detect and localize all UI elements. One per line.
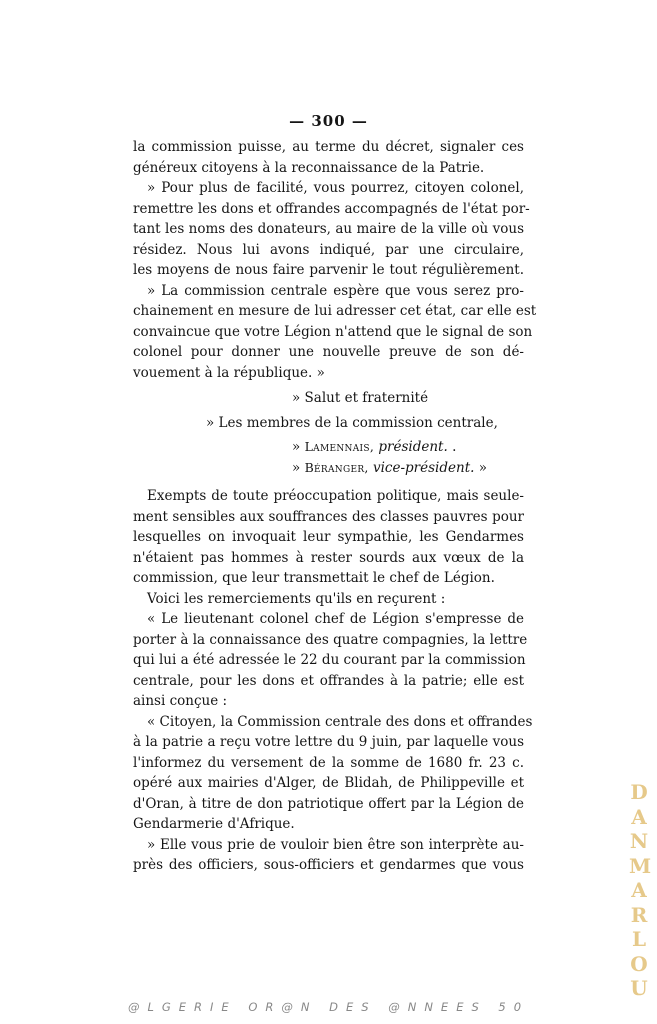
text-a-line: vouement à la république. »: [133, 364, 325, 381]
signature-role: vice-président.: [372, 460, 475, 476]
signature-end: .: [452, 439, 457, 455]
text-b-line: Exempts de toute préoccupation politique, mais seule-: [147, 488, 524, 504]
watermark-letter: R: [630, 902, 648, 927]
text-b-line: Gendarmerie d'Afrique.: [133, 816, 295, 832]
text-b-line: d'Oran, à titre de don patriotique offert par la Légion de: [133, 795, 524, 812]
text-b-line: à la patrie a reçu votre lettre du 9 juin, par laquelle vous: [133, 734, 524, 750]
text-a-line: tant les noms des donateurs, au maire de la ville où vous: [133, 221, 524, 237]
signature-role: président.: [378, 439, 448, 455]
watermark-letter: A: [631, 878, 647, 902]
text-b-line: opéré aux mairies d'Alger, de Blidah, de Philippeville et: [133, 775, 524, 791]
signature-lamennais: [292, 437, 456, 458]
text-b-line: commission, que leur transmettait le chef de Légion.: [133, 570, 495, 586]
text-block-b: [133, 486, 533, 876]
text-a-line: les moyens de nous faire parvenir le tout régulièrement.: [133, 262, 524, 278]
signature-quote-open: »: [292, 460, 301, 476]
text-b-line: n'étaient pas hommes à rester sourds aux vœux de la: [133, 549, 524, 566]
text-b-line: ment sensibles aux souffrances des classes pauvres pour: [133, 508, 524, 525]
salutation-line: [292, 388, 428, 409]
text-b-line: porter à la connaissance des quatre compagnies, la lettre: [133, 631, 528, 648]
members-line: [206, 413, 498, 434]
text-b-line: Voici les remerciements qu'ils en reçurent :: [147, 590, 446, 607]
signature-quote-open: »: [292, 439, 301, 455]
text-a-line: remettre les dons et offrandes accompagnés de l'état por-: [133, 200, 530, 217]
text-a-line: colonel pour donner une nouvelle preuve de son dé-: [133, 344, 524, 360]
signature-name: Béranger,: [304, 460, 369, 475]
text-a-line: » La commission centrale espère que vous serez pro-: [147, 282, 524, 299]
text-a-line: la commission puisse, au terme du décret, signaler ces: [133, 139, 524, 155]
watermark-letter: U: [630, 976, 648, 1000]
text-b-line: centrale, pour les dons et offrandes à la patrie; elle est: [133, 672, 524, 689]
text-a-line: chainement en mesure de lui adresser cet état, car elle est: [133, 303, 537, 319]
text-a-line: convaincue que votre Légion n'attend que le signal de son: [133, 323, 533, 340]
text-block-a: [133, 137, 537, 383]
text-b-line: lesquelles on invoquait leur sympathie, les Gendarmes: [133, 529, 524, 545]
watermark-letter: N: [629, 829, 649, 853]
text-a-line: » Pour plus de facilité, vous pourrez, citoyen colonel,: [147, 180, 524, 196]
text-b-line: qui lui a été adressée le 22 du courant par la commission: [133, 652, 526, 668]
watermark-letter: D: [630, 780, 648, 804]
footer-caption: @LGERIE OR@N DES @NNEES 50: [127, 1000, 530, 1014]
text-b-line: « Citoyen, la Commission centrale des dons et offrandes: [147, 713, 533, 730]
text-b-line: ainsi conçue :: [133, 693, 228, 709]
watermark-letter: L: [631, 927, 647, 951]
signature-beranger: [292, 458, 487, 479]
text-a-line: généreux citoyens à la reconnaissance de la Patrie.: [133, 159, 485, 176]
page-number: — 300 —: [289, 112, 368, 130]
watermark-letter: M: [629, 853, 652, 878]
signature-end: »: [478, 460, 487, 476]
signature-name: Lamennais,: [304, 439, 375, 454]
vertical-watermark: [629, 780, 652, 1001]
salutation-text: » Salut et fraternité: [292, 390, 429, 406]
text-b-line: l'informez du versement de la somme de 1680 fr. 23 c.: [133, 754, 524, 771]
members-text: » Les membres de la commission centrale,: [206, 415, 498, 431]
watermark-letter: O: [630, 951, 648, 976]
watermark-letter: A: [631, 804, 647, 829]
text-b-line: » Elle vous prie de vouloir bien être son interprète au-: [147, 836, 524, 853]
text-b-line: près des officiers, sous-officiers et gendarmes que vous: [133, 857, 524, 873]
text-a-line: résidez. Nous lui avons indiqué, par une circulaire,: [133, 241, 524, 258]
text-b-line: « Le lieutenant colonel chef de Légion s'empresse de: [147, 611, 524, 627]
